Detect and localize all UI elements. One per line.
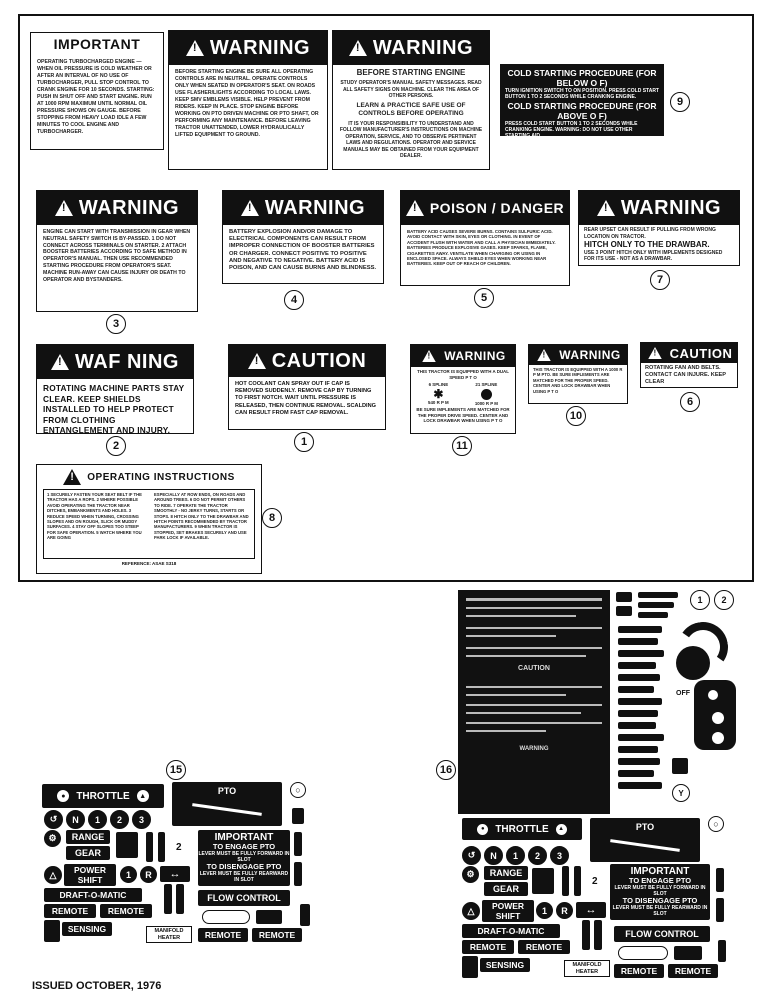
- gear-2-icon: 2: [110, 810, 129, 829]
- callout-10: 10: [566, 406, 586, 426]
- warning-triangle-icon: [423, 350, 437, 362]
- decal-title: CAUTION: [669, 345, 733, 361]
- decal-text: PRESS COLD START BUTTON 1 TO 2 SECONDS WHILE CRANKING ENGINE. WARNING: DO NOT USE OTHER STARTING AID.: [505, 121, 638, 136]
- gauge-icon: 2: [714, 590, 734, 610]
- strip: [618, 722, 656, 729]
- flow-control-label: FLOW CONTROL: [614, 926, 710, 942]
- strip: [618, 782, 662, 789]
- manifold-heater-label: MANIFOLD HEATER: [564, 960, 610, 977]
- gear-reverse-icon: ↺: [44, 810, 63, 829]
- decal-title: POISON / DANGER: [429, 200, 565, 216]
- draft-o-matic-label: DRAFT-O-MATIC: [462, 924, 560, 938]
- sensing-icon-block: [44, 920, 60, 942]
- decal-subtitle: BEFORE STARTING ENGINE: [356, 68, 466, 77]
- side-bar: [716, 898, 724, 922]
- important-label: IMPORTANT: [214, 832, 274, 843]
- range-icon: ⚙: [462, 866, 479, 883]
- decal-title: WARNING: [620, 196, 722, 219]
- round-knob-icon: [676, 646, 710, 680]
- decal-text: ROTATING MACHINE PARTS STAY CLEAR. KEEP SHIELDS INSTALLED TO HELP PROTECT FROM CLOTHING ENTANGLEMENT AND INJURY.: [43, 383, 185, 435]
- pto-small-icon: ○: [708, 816, 724, 832]
- warning-4-decal: [222, 190, 384, 284]
- gear-1-icon: 1: [88, 810, 107, 829]
- rpm-label: 1000 R P M: [474, 400, 498, 406]
- warning-triangle-icon: [597, 200, 615, 216]
- decal-title: COLD STARTING PROCEDURE (FOR BELOW O F): [507, 68, 657, 88]
- poison-5-decal: [400, 190, 570, 286]
- decal-text: TURN IGNITION SWITCH TO ON POSITION. PRESS COLD START BUTTON 1 TO 2 SECONDS WHILE CRANKING ENGINE.: [505, 88, 659, 100]
- warning-label: WARNING: [519, 746, 549, 752]
- rabbit-icon: ▲: [136, 789, 150, 803]
- pto-label: PTO: [635, 822, 655, 832]
- strip: [618, 734, 664, 741]
- decal-text: HITCH ONLY TO THE DRAWBAR.: [584, 240, 710, 249]
- turtle-icon: ●: [56, 789, 70, 803]
- strip: [618, 662, 656, 669]
- callout-16: 16: [436, 760, 456, 780]
- power-shift-label: POWER SHIFT: [64, 864, 116, 886]
- power-shift-r-icon: R: [556, 902, 573, 919]
- decal-text: HOT COOLANT CAN SPRAY OUT IF CAP IS REMOVED SUDDENLY. REMOVE CAP BY TURNING TO FIRST NOTCH. WAIT UNTIL PRESSURE IS RELEASED, THEN CONTINUE REMOVAL. SCALDING CAN RESULT FROM FAST CAP REMOVAL.: [235, 381, 376, 416]
- decal-title: IMPORTANT: [31, 33, 163, 55]
- side-bar: [294, 862, 302, 886]
- instruction-panel-black: [458, 590, 610, 814]
- off-label: OFF: [676, 690, 690, 697]
- gear-1-icon: 1: [506, 846, 525, 865]
- decal-title: WARNING: [264, 196, 366, 219]
- pto-lever-icon: [610, 839, 680, 852]
- decal-text: ENGINE CAN START WITH TRANSMISSION IN GEAR WHEN NEUTRAL SAFETY SWITCH IS BY-PASSED. 1 DO NOT CONNECT ACROSS TERMINALS ON STARTER. 2 ATTACH BOOSTER BATTERIES ACCORDING TO SAFE METHOD IN OPERATOR'S MANUAL. THEN USE RECOMMENDED STARTING PROCEDURE FROM OPERATOR'S SEAT. MACHINE RUN-AWAY CAN CAUSE INJURY OR DEATH TO OPERATOR AND BYSTANDERS.: [43, 229, 191, 283]
- spline-21-icon: [481, 389, 492, 400]
- remote-label: REMOTE: [668, 964, 718, 978]
- warning-triangle-icon: [55, 200, 73, 216]
- remote-label: REMOTE: [198, 928, 248, 942]
- decal-text: USE 3 POINT HITCH ONLY WITH IMPLEMENTS DESIGNED FOR ITS USE - NOT AS A DRAWBAR.: [584, 249, 723, 262]
- callout-4: 4: [284, 290, 304, 310]
- caution-triangle-icon: [648, 347, 662, 359]
- spline-6-icon: ✱: [433, 386, 444, 401]
- pto-label: PTO: [217, 786, 237, 796]
- warning-2-decal: [36, 344, 194, 434]
- strip: [638, 602, 674, 608]
- manifold-heater-label: MANIFOLD HEATER: [146, 926, 192, 943]
- caution-triangle-icon: [248, 353, 266, 369]
- rabbit-icon: ▲: [555, 823, 568, 836]
- gear-neutral-icon: N: [484, 846, 503, 865]
- decal-text: ROTATING FAN AND BELTS. CONTACT CAN INJURE. KEEP CLEAR: [645, 365, 726, 385]
- callout-7: 7: [650, 270, 670, 290]
- range-label: RANGE: [484, 866, 528, 880]
- strip: [638, 612, 668, 618]
- engage-text: LEVER MUST BE FULLY FORWARD IN SLOT: [614, 885, 706, 897]
- side-bar: [294, 832, 302, 856]
- strip: [618, 698, 662, 705]
- flow-control-knob: [256, 910, 282, 924]
- range-bar: [158, 832, 165, 862]
- shift-arrow-icon: ↔: [160, 866, 190, 882]
- gear-3-icon: 3: [550, 846, 569, 865]
- decal-text: BATTERY ACID CAUSES SEVERE BURNS. CONTAINS SULFURIC ACID. AVOID CONTACT WITH SKIN, EYES OR CLOTHING. IN EVENT OF ACCIDENT FLUSH WITH WATER AND CALL A PHYSICIAN IMMEDIATELY. BATTERIES PRODUCE EXPLOSIVE GASES. KEEP SPARKS, FLAME, CIGARETTES AWAY. VENTILATE WHEN CHARGING OR USING IN ENCLOSED SPACE. ALWAYS SHIELD EYES WHEN WORKING NEAR BATTERIES. KEEP OUT OF REACH OF CHILDREN.: [407, 229, 556, 267]
- sensing-label: SENSING: [480, 958, 530, 972]
- decal-title: CAUTION: [271, 349, 367, 372]
- warning-before-decal: [332, 30, 490, 170]
- throttle-label: THROTTLE: [76, 790, 130, 802]
- decal-text: OPERATING TURBOCHARGED ENGINE — WHEN OIL PRESSURE IS COLD WEATHER OR AFTER AN INTERVAL OF NO USE OF TURBOCHARGER, PULL STOP CONTROL TO CRANK ENGINE FOR 10 SECONDS. STARTING: PUSH IN SHUT OFF AND START ENGINE. RUN AT 1000 RPM MAXIMUM UNTIL NORMAL OIL PRESSURE SHOWS ON GAUGE. BEFORE STOPPING FROM HEAVY LOAD IDLE A FEW MINUTES TO COOL ENGINE AND TURBOCHARGER.: [37, 59, 155, 135]
- warning-triangle-icon: [349, 40, 367, 56]
- engage-text: LEVER MUST BE FULLY FORWARD IN SLOT: [198, 851, 290, 863]
- decal-title: COLD STARTING PROCEDURE (FOR ABOVE O F): [507, 101, 657, 121]
- range-bar: [574, 866, 581, 896]
- decal-title: OPERATING INSTRUCTIONS: [87, 471, 235, 483]
- remote-bar: [582, 920, 590, 950]
- strip: [638, 592, 678, 598]
- range-bar: [562, 866, 569, 896]
- strip: [618, 758, 660, 765]
- power-shift-1-icon: 1: [536, 902, 553, 919]
- gauge-icon: 1: [690, 590, 710, 610]
- callout-8: 8: [262, 508, 282, 528]
- warning-triangle-icon: [406, 200, 424, 216]
- disengage-text: LEVER MUST BE FULLY REARWARD IN SLOT: [612, 905, 708, 917]
- strip: [672, 758, 688, 774]
- callout-11: 11: [452, 436, 472, 456]
- pto-decal: [172, 782, 282, 826]
- caution-1-decal: [228, 344, 386, 430]
- strip: [618, 626, 662, 633]
- strip: [616, 606, 632, 616]
- throttle-decal: [42, 784, 164, 808]
- warning-7-decal: [578, 190, 740, 266]
- small-number: 2: [176, 842, 182, 853]
- side-bar: [292, 808, 304, 824]
- spline-label: 6 SPLINE: [428, 382, 449, 387]
- instructions-col-1: 1 SECURELY FASTEN YOUR SEAT BELT IF THE TRACTOR HAS A ROPS. 2 WHERE POSSIBLE AVOID OPERATING THE TRACTOR NEAR DITCHES, EMBANKMENTS AND HOLES. 3 REDUCE SPEED WHEN TURNING, CROSSING SLOPES AND ON ROUGH, SLICK OR MUDDY SURFACES. 4 STAY OFF SLOPES TOO STEEP FOR SAFE OPERATION. 5 WATCH WHERE YOU ARE GOING: [47, 492, 142, 541]
- callout-3: 3: [106, 314, 126, 334]
- gear-reverse-icon: ↺: [462, 846, 481, 865]
- remote-bar: [164, 884, 172, 914]
- decal-title: WARNING: [209, 36, 311, 59]
- callout-15: 15: [166, 760, 186, 780]
- range-label: RANGE: [66, 830, 110, 844]
- decal-line: LEARN & PRACTICE SAFE USE OF CONTROLS BEFORE OPERATING: [356, 101, 466, 117]
- warning-start-decal: [168, 30, 328, 170]
- important-pto-decal: [198, 830, 290, 886]
- decal-title: WARNING: [559, 348, 621, 362]
- remote-label: REMOTE: [462, 940, 514, 954]
- callout-6: 6: [680, 392, 700, 412]
- warning-10-decal: [528, 344, 628, 404]
- reference-text: REFERENCE: ASAE S318: [121, 561, 177, 566]
- range-bar: [116, 832, 138, 858]
- strip: [616, 592, 632, 602]
- pto-decal: [590, 818, 700, 862]
- warning-triangle-icon: [51, 354, 69, 370]
- warning-3-decal: [36, 190, 198, 312]
- remote-label: REMOTE: [100, 904, 152, 918]
- disengage-text: LEVER MUST BE FULLY REARWARD IN SLOT: [199, 871, 289, 883]
- decal-title: WARNING: [444, 349, 506, 363]
- remote-bar: [594, 920, 602, 950]
- strip: [618, 710, 658, 717]
- caution-label: CAUTION: [518, 665, 550, 672]
- remote-label: REMOTE: [518, 940, 570, 954]
- flow-control-slider-icon: [202, 910, 250, 924]
- warning-triangle-icon: [63, 469, 81, 485]
- strip: [618, 686, 654, 693]
- warning-triangle-icon: [538, 349, 552, 361]
- decal-text: BEFORE STARTING ENGINE BE SURE ALL OPERATING CONTROLS ARE IN NEUTRAL. OPERATE CONTROLS ONLY WHEN SEATED IN OPERATOR'S SEAT. ON ROADS USE FLASHER/LIGHTS ACCORDING TO LOCAL LAWS. KEEP SMV EMBLEMS VISIBLE. HELP PREVENT FROM RIDERS. KEEP IN PLACE. STOP ENGINE BEFORE WORKING ON PTO DRIVEN MACHINE OR PTO SHAFT, OR PERFORMING ANY MAINTENANCE. BEFORE LEAVING TRACTOR UNATTENDED, LOWER HYDRAULICALLY LIFTED EQUIPMENT TO GROUND.: [175, 69, 319, 138]
- throttle-decal: [462, 818, 582, 840]
- caution-6-decal: [640, 342, 738, 388]
- disengage-label: TO DISENGAGE PTO: [622, 896, 698, 905]
- pto-lever-icon: [192, 803, 262, 816]
- symbol-icon: Y: [672, 784, 690, 802]
- decal-title: WAF NING: [75, 350, 179, 373]
- strip: [618, 770, 654, 777]
- small-number: 2: [592, 876, 598, 887]
- sensing-label: SENSING: [62, 922, 112, 936]
- instructions-col-2: ESPECIALLY AT ROW ENDS, ON ROADS AND AROUND TREES. 6 DO NOT PERMIT OTHERS TO RIDE. 7 OPERATE THE TRACTOR SMOOTHLY - NO JERKY TURNS, STARTS OR STOPS. 8 HITCH ONLY TO THE DRAWBAR AND HITCH POINTS RECOMMENDED BY TRACTOR MANUFACTURERS. 9 WHEN TRACTOR IS STOPPED, SET BRAKES SECURELY AND USE PARK LOCK IF AVAILABLE.: [154, 492, 249, 541]
- issue-date: ISSUED OCTOBER, 1976: [32, 980, 162, 992]
- power-shift-1-icon: 1: [120, 866, 137, 883]
- key-slot-icon: [712, 732, 724, 744]
- range-bar: [532, 868, 554, 894]
- decal-text: BATTERY EXPLOSION AND/OR DAMAGE TO ELECTRICAL COMPONENTS CAN RESULT FROM IMPROPER CONNECTION OF BOOSTER BATTERIES OR CHARGER. CONNECT POSITIVE TO POSITIVE AND NEGATIVE TO NEGATIVE. BATTERY ACID IS POISON, AND CAN CAUSE BURNS AND BLINDNESS.: [229, 229, 377, 272]
- sensing-icon-block: [462, 956, 478, 978]
- range-icon: ⚙: [44, 830, 61, 847]
- warning-triangle-icon: [186, 40, 204, 56]
- gear-2-icon: 2: [528, 846, 547, 865]
- decal-title: WARNING: [78, 196, 180, 219]
- range-bar: [146, 832, 153, 862]
- engage-label: TO ENGAGE PTO: [212, 842, 276, 851]
- power-shift-label: POWER SHIFT: [482, 900, 534, 922]
- turtle-icon: ●: [476, 823, 489, 836]
- key-slot-icon: [712, 712, 724, 724]
- flow-control-slider-icon: [618, 946, 668, 960]
- important-pto-decal: [610, 864, 710, 920]
- gear-neutral-icon: N: [66, 810, 85, 829]
- spline-label: 21 SPLINE: [475, 382, 498, 387]
- strip: [618, 674, 660, 681]
- important-label: IMPORTANT: [630, 866, 690, 877]
- flow-control-label: FLOW CONTROL: [198, 890, 290, 906]
- remote-label: REMOTE: [44, 904, 96, 918]
- shift-arrow-icon: ↔: [576, 902, 606, 918]
- key-slot-icon: [708, 690, 718, 700]
- throttle-label: THROTTLE: [495, 823, 549, 835]
- warning-11-decal: [410, 344, 516, 434]
- warning-triangle-icon: [241, 200, 259, 216]
- callout-9: 9: [670, 92, 690, 112]
- decal-line: IT IS YOUR RESPONSIBILITY TO UNDERSTAND AND FOLLOW MANUFACTURER'S INSTRUCTIONS ON MACHINE OPERATION, SERVICE, AND TO OBSERVE PERTINENT LAWS AND REGULATIONS. OPERATOR AND SERVICE MANUALS MAY BE OBTAINED FROM YOUR EQUIPMENT DEALER.: [339, 120, 483, 159]
- decal-text: THIS TRACTOR IS EQUIPPED WITH A 1000 R P M PTO. BE SURE IMPLEMENTS ARE MATCHED FOR THE PROPER SPEED. CENTER AND LOCK DRAWBAR WHEN USING P T O: [533, 367, 623, 394]
- decal-line: STUDY OPERATOR'S MANUAL SAFETY MESSAGES. READ ALL SAFETY SIGNS ON MACHINE. CLEAR THE AREA OF OTHER PERSONS.: [340, 80, 482, 99]
- side-bar: [716, 868, 724, 892]
- operating-instructions-decal: [36, 464, 262, 574]
- decal-text: THIS TRACTOR IS EQUIPPED WITH A DUAL SPEED P T O: [417, 369, 509, 380]
- callout-2: 2: [106, 436, 126, 456]
- cold-start-decal: [500, 64, 664, 136]
- disengage-label: TO DISENGAGE PTO: [206, 862, 282, 871]
- important-turbo-decal: [30, 32, 164, 150]
- strip: [618, 746, 658, 753]
- engage-label: TO ENGAGE PTO: [628, 876, 692, 885]
- draft-o-matic-label: DRAFT-O-MATIC: [44, 888, 142, 902]
- remote-label: REMOTE: [614, 964, 664, 978]
- callout-5: 5: [474, 288, 494, 308]
- power-shift-icon: △: [462, 902, 480, 920]
- remote-label: REMOTE: [252, 928, 302, 942]
- gear-label: GEAR: [66, 846, 110, 860]
- flow-control-knob: [674, 946, 702, 960]
- strip: [618, 650, 664, 657]
- callout-1: 1: [294, 432, 314, 452]
- pto-small-icon: ○: [290, 782, 306, 798]
- remote-bar: [176, 884, 184, 914]
- decal-text: REAR UPSET CAN RESULT IF PULLING FROM WRONG LOCATION ON TRACTOR.: [584, 227, 716, 240]
- gear-3-icon: 3: [132, 810, 151, 829]
- rpm-label: 540 R P M: [428, 399, 449, 405]
- power-shift-icon: △: [44, 866, 62, 884]
- power-shift-r-icon: R: [140, 866, 157, 883]
- decal-title: WARNING: [372, 36, 474, 59]
- decal-text: BE SURE IMPLEMENTS ARE MATCHED FOR THE PROPER DRIVE SPEED. CENTER AND LOCK DRAWBAR WHEN USING P T O: [416, 407, 510, 423]
- side-bar: [718, 940, 726, 962]
- gear-label: GEAR: [484, 882, 528, 896]
- side-bar: [300, 904, 310, 926]
- strip: [618, 638, 658, 645]
